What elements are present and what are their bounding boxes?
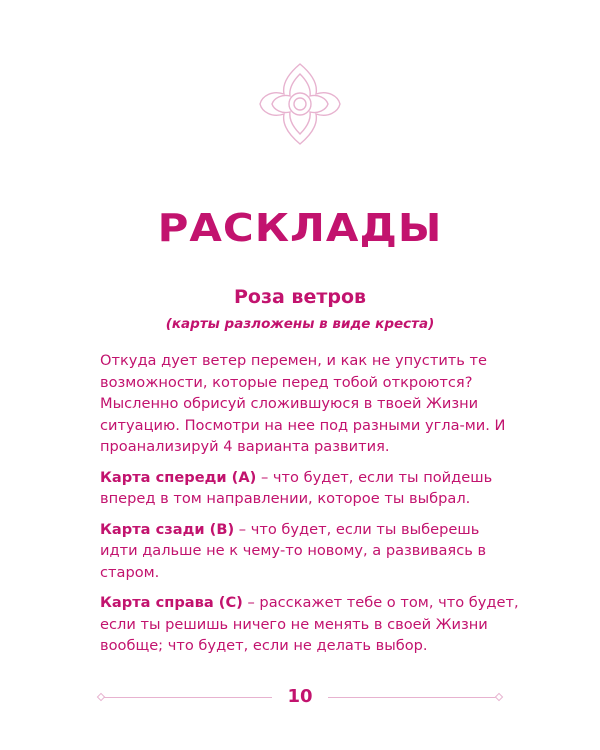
card-front-text: – что будет, если ты пойдешь вперед в том направлении, которое ты выбрал.: [100, 468, 493, 507]
page-number: 10: [287, 686, 313, 707]
footer-divider-left: [104, 697, 272, 698]
spread-title: Роза ветров: [233, 286, 367, 308]
body-text: [100, 350, 520, 666]
section-heading: РАСКЛАДЫ: [157, 205, 443, 251]
card-front-term: Карта спереди (А): [100, 468, 257, 486]
intro-paragraph: Откуда дует ветер перемен, и как не упустить те возможности, которые перед тобой откроются? Мысленно обрисуй сложившуюся в твоей Жизни ситуацию. Посмотри на нее под разными угла-ми. И проанализируй 4 варианта развития.: [100, 352, 506, 455]
lotus-ornament-icon: [256, 60, 344, 148]
card-back-paragraph: [100, 519, 520, 584]
card-back-term: Карта сзади (В): [100, 520, 235, 538]
spread-subtitle: (карты разложены в виде креста): [165, 316, 435, 332]
card-right-paragraph: [100, 592, 520, 657]
footer-ornament-right: [495, 693, 503, 701]
card-right-text: – расскажет тебе о том, что будет, если ты решишь ничего не менять в своей Жизни вообще; что будет, если не делать выбор.: [100, 594, 519, 654]
footer-divider-right: [328, 697, 496, 698]
card-back-text: – что будет, если ты выберешь идти дальше не к чему-то новому, а развиваясь в старом.: [100, 520, 487, 581]
card-front-paragraph: [100, 467, 520, 510]
card-right-term: Карта справа (С): [100, 594, 243, 611]
